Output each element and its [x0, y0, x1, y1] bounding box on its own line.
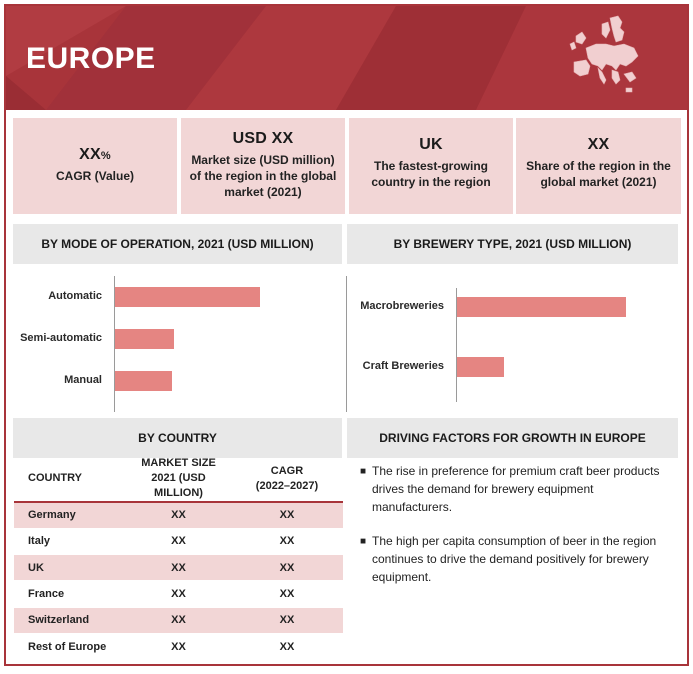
- chart-divider: [346, 276, 347, 412]
- mode-category-label: Semi-automatic: [20, 332, 102, 344]
- country-name: Germany: [14, 502, 126, 528]
- table-row: [14, 502, 343, 528]
- kpi-cagr: [13, 118, 177, 214]
- table-row: [14, 633, 343, 659]
- driving-factors-title: DRIVING FACTORS FOR GROWTH IN EUROPE: [347, 418, 678, 458]
- kpi-market-size: [181, 118, 345, 214]
- bullet-icon: ■: [360, 536, 367, 547]
- driving-factors-list: [358, 462, 676, 602]
- driver-text: The high per capita consumption of beer in the region continues to drive the demand positively for brewery equipment.: [372, 534, 657, 584]
- brewery-bar: [457, 297, 626, 317]
- kpi-region-share-label: Share of the region in the global market (2021): [526, 159, 671, 189]
- kpi-region-share: [516, 118, 681, 214]
- list-item: [358, 462, 676, 516]
- kpi-region-share-value: XX: [587, 136, 610, 153]
- market-size-value: XX: [126, 633, 231, 659]
- brewery-category-label: Macrobreweries: [360, 300, 444, 312]
- country-table: [14, 456, 343, 660]
- mode-category-label: Manual: [64, 374, 102, 386]
- by-country-title: BY COUNTRY: [13, 418, 342, 458]
- country-name: France: [14, 581, 126, 607]
- cagr-value: XX: [231, 607, 343, 633]
- europe-map-icon: [562, 14, 642, 100]
- table-row: [14, 581, 343, 607]
- region-banner: [6, 6, 687, 110]
- country-name: UK: [14, 555, 126, 581]
- list-item: [358, 532, 676, 586]
- cagr-value: XX: [231, 528, 343, 554]
- country-name: Italy: [14, 528, 126, 554]
- market-size-value: XX: [126, 607, 231, 633]
- brewery-type-chart-title: BY BREWERY TYPE, 2021 (USD MILLION): [347, 224, 678, 264]
- cagr-value: XX: [231, 502, 343, 528]
- region-title: EUROPE: [26, 42, 156, 75]
- market-size-value: XX: [126, 502, 231, 528]
- mode-bar: [115, 371, 172, 391]
- table-row: [14, 607, 343, 633]
- table-row: [14, 528, 343, 554]
- col-market-size: MARKET SIZE 2021 (USD MILLION): [126, 456, 231, 502]
- kpi-fastest-country-label: The fastest-growing country in the region: [371, 159, 491, 189]
- cagr-value: XX: [231, 581, 343, 607]
- kpi-fastest-country: [349, 118, 513, 214]
- bullet-icon: ■: [360, 466, 367, 477]
- kpi-cagr-label: CAGR (Value): [55, 169, 134, 183]
- brewery-category-label: Craft Breweries: [362, 360, 444, 372]
- country-table-header: [14, 456, 343, 502]
- country-name: Switzerland: [14, 607, 126, 633]
- mode-category-label: Automatic: [48, 290, 102, 302]
- market-size-value: XX: [126, 555, 231, 581]
- table-row: [14, 555, 343, 581]
- infographic-frame: [4, 4, 689, 666]
- cagr-value: XX: [231, 633, 343, 659]
- kpi-fastest-country-value: UK: [419, 136, 443, 153]
- driver-text: The rise in preference for premium craft beer products drives the demand for brewery equipment manufacturers.: [372, 464, 660, 514]
- market-size-value: XX: [126, 528, 231, 554]
- kpi-market-size-label: Market size (USD million) of the region in the global market (2021): [189, 153, 337, 199]
- col-cagr: CAGR (2022–2027): [231, 456, 343, 502]
- mode-bar: [115, 287, 260, 307]
- kpi-cagr-value: XX%: [79, 146, 111, 163]
- brewery-bar: [457, 357, 504, 377]
- mode-of-operation-chart-title: BY MODE OF OPERATION, 2021 (USD MILLION): [13, 224, 342, 264]
- kpi-market-size-value: USD XX: [232, 130, 294, 147]
- cagr-value: XX: [231, 555, 343, 581]
- mode-bar: [115, 329, 174, 349]
- market-size-value: XX: [126, 581, 231, 607]
- col-country: COUNTRY: [14, 456, 126, 502]
- country-name: Rest of Europe: [14, 633, 126, 659]
